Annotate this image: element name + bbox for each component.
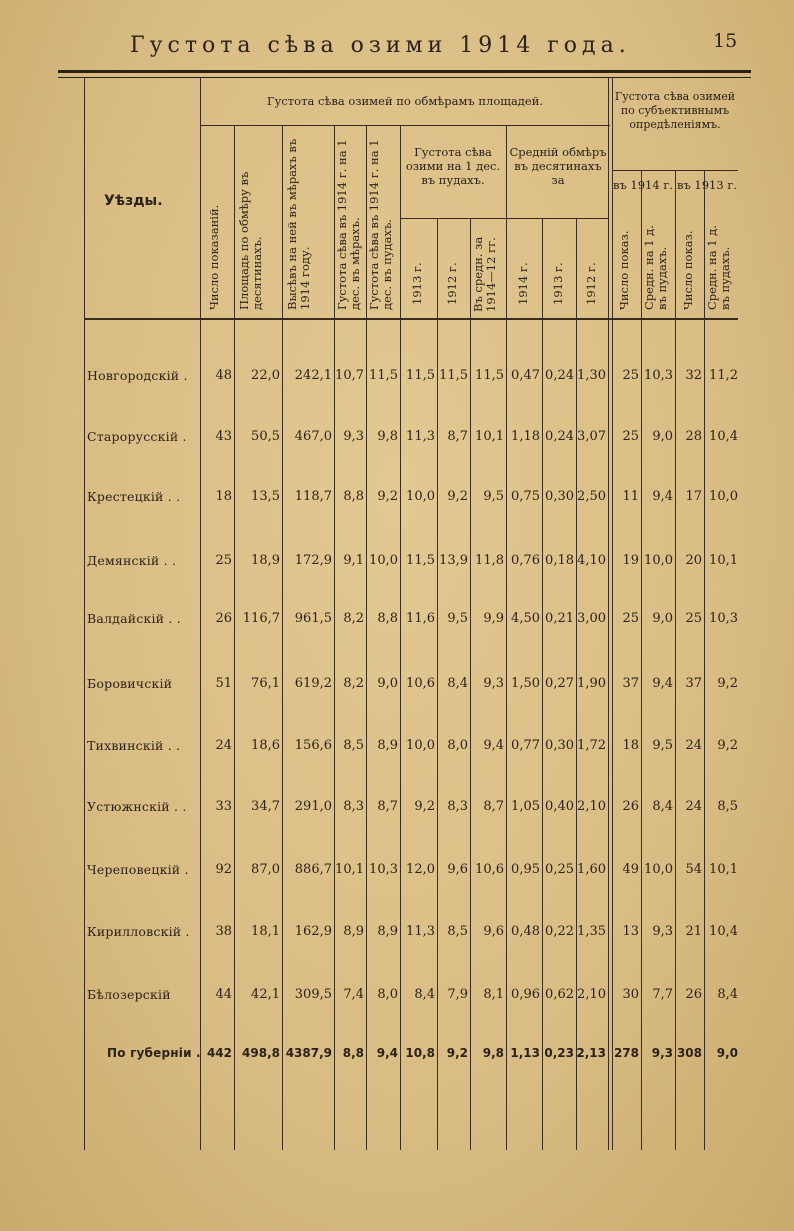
table-cell: 4,10: [577, 553, 606, 568]
top-rule-thin: [58, 77, 751, 78]
table-cell: 25: [215, 553, 232, 568]
table-cell: 11,3: [406, 429, 435, 444]
table-cell: 8,0: [447, 738, 468, 753]
subgroup-header-avgarea: [508, 145, 608, 187]
table-cell: 11,5: [406, 553, 435, 568]
table-cell: 18,6: [251, 738, 280, 753]
table-cell: 9,4: [483, 738, 504, 753]
table-cell: 10,3: [369, 862, 398, 877]
table-cell: 10,6: [475, 862, 504, 877]
table-cell: 9,2: [717, 676, 738, 691]
row-uezd-name: Старорусскій .: [87, 429, 187, 444]
table-cell: 2,10: [577, 799, 606, 814]
table-cell: 0,23: [544, 1046, 574, 1060]
table-cell: 51: [215, 676, 232, 691]
header-bottom-rule: [84, 318, 738, 320]
table-cell: 0,76: [511, 553, 540, 568]
table-cell: 9,5: [483, 489, 504, 504]
table-cell: 18,9: [251, 553, 280, 568]
table-cell: 10,1: [709, 862, 738, 877]
table-cell: 2,50: [577, 489, 606, 504]
table-cell: 9,4: [652, 489, 673, 504]
table-cell: 1,50: [511, 676, 540, 691]
table-cell: 10,6: [406, 676, 435, 691]
table-cell: 11,5: [369, 368, 398, 383]
table-cell: 0,95: [511, 862, 540, 877]
table-cell: 10,0: [406, 738, 435, 753]
table-row: [0, 987, 794, 1007]
column-header-s-count13: Число показ.: [681, 230, 695, 310]
row-uezd-name: Крестецкій . .: [87, 489, 181, 504]
table-cell: 8,9: [377, 738, 398, 753]
table-cell: 619,2: [294, 676, 332, 691]
subheader-in-1914: [612, 178, 674, 192]
column-header-density-poods: Густота сѣва въ 1914 г. на 1 дес. въ пудахъ.: [367, 139, 394, 310]
table-cell: 9,2: [717, 738, 738, 753]
table-cell: 13,5: [251, 489, 280, 504]
table-cell: 172,9: [294, 553, 332, 568]
table-cell: 30: [622, 987, 639, 1002]
table-cell: 22,0: [251, 368, 280, 383]
table-cell: 54: [685, 862, 702, 877]
table-cell: 9,1: [343, 553, 364, 568]
table-cell: 49: [622, 862, 639, 877]
row-uezd-name: Демянскій . .: [87, 553, 177, 568]
column-header-area: Площадь по обмѣру въ десятинахъ.: [237, 171, 264, 310]
table-cell: 87,0: [251, 862, 280, 877]
table-cell: 9,3: [651, 1046, 673, 1060]
table-cell: 10,0: [406, 489, 435, 504]
table-row: [0, 676, 794, 696]
table-cell: 9,3: [343, 429, 364, 444]
table-cell: 9,2: [447, 489, 468, 504]
table-cell: 10,1: [335, 862, 364, 877]
table-cell: 442: [206, 1046, 232, 1060]
table-cell: 9,0: [652, 429, 673, 444]
table-cell: 291,0: [294, 799, 332, 814]
table-cell: 8,9: [343, 924, 364, 939]
table-cell: 18: [215, 489, 232, 504]
table-cell: 34,7: [251, 799, 280, 814]
table-cell: 9,6: [483, 924, 504, 939]
group-header-subjective-text: Густота сѣва озимей по субъективнымъ опредѣленіямъ.: [614, 90, 736, 131]
table-cell: 8,3: [343, 799, 364, 814]
top-rule: [58, 70, 751, 73]
row-uezd-name: Череповецкій .: [87, 862, 189, 877]
table-cell: 0,30: [545, 489, 574, 504]
table-cell: 8,8: [343, 489, 364, 504]
table-cell: 118,7: [294, 489, 332, 504]
table-cell: 0,24: [545, 429, 574, 444]
table-cell: 0,77: [511, 738, 540, 753]
table-cell: 25: [622, 429, 639, 444]
table-cell: 9,5: [447, 611, 468, 626]
table-cell: 3,07: [577, 429, 606, 444]
table-cell: 8,7: [483, 799, 504, 814]
table-cell: 11,2: [709, 368, 738, 383]
page-number: 15: [713, 30, 738, 52]
table-cell: 0,21: [545, 611, 574, 626]
table-cell: 10,0: [709, 489, 738, 504]
table-cell: 4,50: [511, 611, 540, 626]
table-cell: 1,13: [510, 1046, 540, 1060]
table-cell: 37: [622, 676, 639, 691]
table-row: [0, 611, 794, 631]
table-cell: 25: [622, 611, 639, 626]
column-header-1913: 1913 г.: [410, 262, 424, 305]
table-cell: 156,6: [294, 738, 332, 753]
table-cell: 25: [685, 611, 702, 626]
table-cell: 8,4: [717, 987, 738, 1002]
table-cell: 38: [215, 924, 232, 939]
column-header-uezdy: Уѣзды.: [104, 193, 163, 209]
group-header-subjective: [612, 90, 738, 132]
table-cell: 76,1: [251, 676, 280, 691]
table-cell: 11,5: [475, 368, 504, 383]
table-cell: 8,5: [343, 738, 364, 753]
page-title: Густота сѣва озими 1914 года.: [130, 33, 631, 58]
table-cell: 3,00: [577, 611, 606, 626]
table-cell: 11,3: [406, 924, 435, 939]
table-cell: 8,7: [377, 799, 398, 814]
table-cell: 13: [622, 924, 639, 939]
table-cell: 11,6: [406, 611, 435, 626]
table-cell: 1,35: [577, 924, 606, 939]
table-cell: 116,7: [242, 611, 280, 626]
table-cell: 886,7: [294, 862, 332, 877]
table-cell: 10,7: [335, 368, 364, 383]
table-cell: 10,0: [644, 862, 673, 877]
table-cell: 498,8: [242, 1046, 280, 1060]
table-cell: 0,22: [545, 924, 574, 939]
table-cell: 0,18: [545, 553, 574, 568]
table-cell: 11: [622, 489, 639, 504]
subgroup-header-avgarea-text: Средній обмѣръ въ десятинахъ за: [509, 145, 607, 187]
table-cell: 9,5: [652, 738, 673, 753]
table-cell: 33: [215, 799, 232, 814]
table-cell: 19: [622, 553, 639, 568]
table-cell: 9,9: [483, 611, 504, 626]
table-cell: 24: [685, 799, 702, 814]
table-cell: 9,8: [482, 1046, 504, 1060]
subgroup-header-density: [402, 145, 504, 187]
group-header-measured: Густота сѣва озимей по обмѣрамъ площадей.: [266, 94, 544, 108]
table-cell: 50,5: [251, 429, 280, 444]
row-uezd-name: Устюжнскій . .: [87, 799, 187, 814]
table-cell: 8,5: [447, 924, 468, 939]
column-header-s-count14: Число показ.: [617, 230, 631, 310]
table-cell: 9,2: [414, 799, 435, 814]
row-uezd-name: Боровичскій: [87, 676, 173, 691]
table-cell: 162,9: [294, 924, 332, 939]
table-cell: 308: [676, 1046, 702, 1060]
table-cell: 9,4: [652, 676, 673, 691]
table-cell: 10,4: [709, 429, 738, 444]
table-cell: 961,5: [294, 611, 332, 626]
table-cell: 11,5: [439, 368, 468, 383]
row-uezd-name: Бѣлозерскій: [87, 987, 171, 1002]
table-cell: 8,4: [447, 676, 468, 691]
table-cell: 9,3: [483, 676, 504, 691]
column-header-s-avg14: Средн. на 1 д. въ пудахъ.: [642, 225, 669, 310]
table-cell: 7,4: [343, 987, 364, 1002]
table-cell: 0,48: [511, 924, 540, 939]
table-cell: 10,1: [709, 553, 738, 568]
table-cell: 9,2: [377, 489, 398, 504]
row-uezd-name: Новгородскій .: [87, 368, 188, 383]
table-cell: 10,1: [475, 429, 504, 444]
column-header-count: Число показаній.: [207, 204, 221, 310]
table-cell: 42,1: [251, 987, 280, 1002]
table-cell: 242,1: [294, 368, 332, 383]
table-cell: 8,9: [377, 924, 398, 939]
row-uezd-name: Валдайскій . .: [87, 611, 181, 626]
table-cell: 0,24: [545, 368, 574, 383]
table-cell: 8,2: [343, 611, 364, 626]
table-cell: 26: [215, 611, 232, 626]
table-cell: 9,3: [652, 924, 673, 939]
subheader-in-1913-text: въ 1913 г.: [676, 178, 738, 192]
table-cell: 9,6: [447, 862, 468, 877]
table-cell: 10,0: [644, 553, 673, 568]
table-cell: 8,7: [447, 429, 468, 444]
table-cell: 18,1: [251, 924, 280, 939]
table-cell: 0,75: [511, 489, 540, 504]
table-cell: 48: [215, 368, 232, 383]
table-cell: 2,10: [577, 987, 606, 1002]
table-cell: 9,0: [716, 1046, 738, 1060]
table-total-row: [0, 1046, 794, 1066]
table-cell: 4387,9: [285, 1046, 332, 1060]
table-cell: 8,8: [377, 611, 398, 626]
table-cell: 8,0: [377, 987, 398, 1002]
table-cell: 8,4: [652, 799, 673, 814]
table-cell: 8,1: [483, 987, 504, 1002]
column-header-1912: 1912 г.: [445, 262, 459, 305]
table-cell: 2,13: [576, 1046, 606, 1060]
table-row: [0, 368, 794, 388]
table-cell: 37: [685, 676, 702, 691]
table-row: [0, 924, 794, 944]
table-row: [0, 862, 794, 882]
table-cell: 17: [685, 489, 702, 504]
table-cell: 278: [613, 1046, 639, 1060]
table-cell: 8,2: [343, 676, 364, 691]
table-cell: 0,27: [545, 676, 574, 691]
table-cell: 9,4: [376, 1046, 398, 1060]
table-cell: 8,4: [414, 987, 435, 1002]
table-cell: 10,3: [644, 368, 673, 383]
table-cell: 9,2: [446, 1046, 468, 1060]
table-cell: 8,3: [447, 799, 468, 814]
subheader-in-1913: [676, 178, 738, 192]
table-cell: 467,0: [294, 429, 332, 444]
table-cell: 13,9: [439, 553, 468, 568]
table-cell: 25: [622, 368, 639, 383]
table-cell: 10,8: [405, 1046, 435, 1060]
table-row: [0, 429, 794, 449]
table-cell: 0,96: [511, 987, 540, 1002]
table-cell: 11,5: [406, 368, 435, 383]
column-header-a1914: 1914 г.: [516, 262, 530, 305]
table-cell: 1,72: [577, 738, 606, 753]
column-header-s-avg13: Средн. на 1 д. въ пудахъ.: [705, 225, 732, 310]
table-cell: 8,8: [342, 1046, 364, 1060]
table-row: [0, 553, 794, 573]
table-cell: 8,5: [717, 799, 738, 814]
table-cell: 24: [685, 738, 702, 753]
column-header-sown: Высѣвъ на ней въ мѣрахъ въ 1914 году.: [285, 138, 312, 310]
table-cell: 1,90: [577, 676, 606, 691]
table-cell: 9,0: [652, 611, 673, 626]
subgroup-header-density-text: Густота сѣва озими на 1 дес. въ пудахъ.: [405, 145, 501, 187]
column-header-a1913: 1913 г.: [551, 262, 565, 305]
table-cell: 1,30: [577, 368, 606, 383]
table-cell: 7,7: [652, 987, 673, 1002]
table-cell: 1,05: [511, 799, 540, 814]
table-cell: 21: [685, 924, 702, 939]
table-cell: 43: [215, 429, 232, 444]
table-cell: 32: [685, 368, 702, 383]
table-cell: 28: [685, 429, 702, 444]
table-cell: 9,0: [377, 676, 398, 691]
table-cell: 18: [622, 738, 639, 753]
table-cell: 1,60: [577, 862, 606, 877]
table-cell: 0,30: [545, 738, 574, 753]
table-row: [0, 738, 794, 758]
table-cell: 11,8: [475, 553, 504, 568]
table-cell: 9,8: [377, 429, 398, 444]
table-cell: 0,62: [545, 987, 574, 1002]
table-cell: 26: [622, 799, 639, 814]
column-header-a1912: 1912 г.: [584, 262, 598, 305]
table-cell: 1,18: [511, 429, 540, 444]
table-cell: 24: [215, 738, 232, 753]
row-uezd-name: Кирилловскій .: [87, 924, 190, 939]
table-cell: 10,4: [709, 924, 738, 939]
subheader-in-1914-text: въ 1914 г.: [612, 178, 674, 192]
header-divider: [200, 125, 610, 126]
table-cell: 92: [215, 862, 232, 877]
table-row: [0, 489, 794, 509]
table-cell: 7,9: [447, 987, 468, 1002]
row-uezd-name: Тихвинскій . .: [87, 738, 181, 753]
table-cell: 44: [215, 987, 232, 1002]
table-cell: 26: [685, 987, 702, 1002]
table-row: [0, 799, 794, 819]
table-cell: 0,47: [511, 368, 540, 383]
table-cell: 20: [685, 553, 702, 568]
table-cell: 309,5: [294, 987, 332, 1002]
table-cell: 0,25: [545, 862, 574, 877]
table-cell: 12,0: [406, 862, 435, 877]
column-header-density-measures: Густота сѣва въ 1914 г. на 1 дес. въ мѣрахъ.: [335, 139, 362, 310]
table-cell: 0,40: [545, 799, 574, 814]
table-cell: 10,3: [709, 611, 738, 626]
row-uezd-name: По губерніи .: [107, 1046, 201, 1060]
table-cell: 10,0: [369, 553, 398, 568]
column-header-avg: Въ средн. за 1914—12 гг.: [471, 236, 498, 312]
